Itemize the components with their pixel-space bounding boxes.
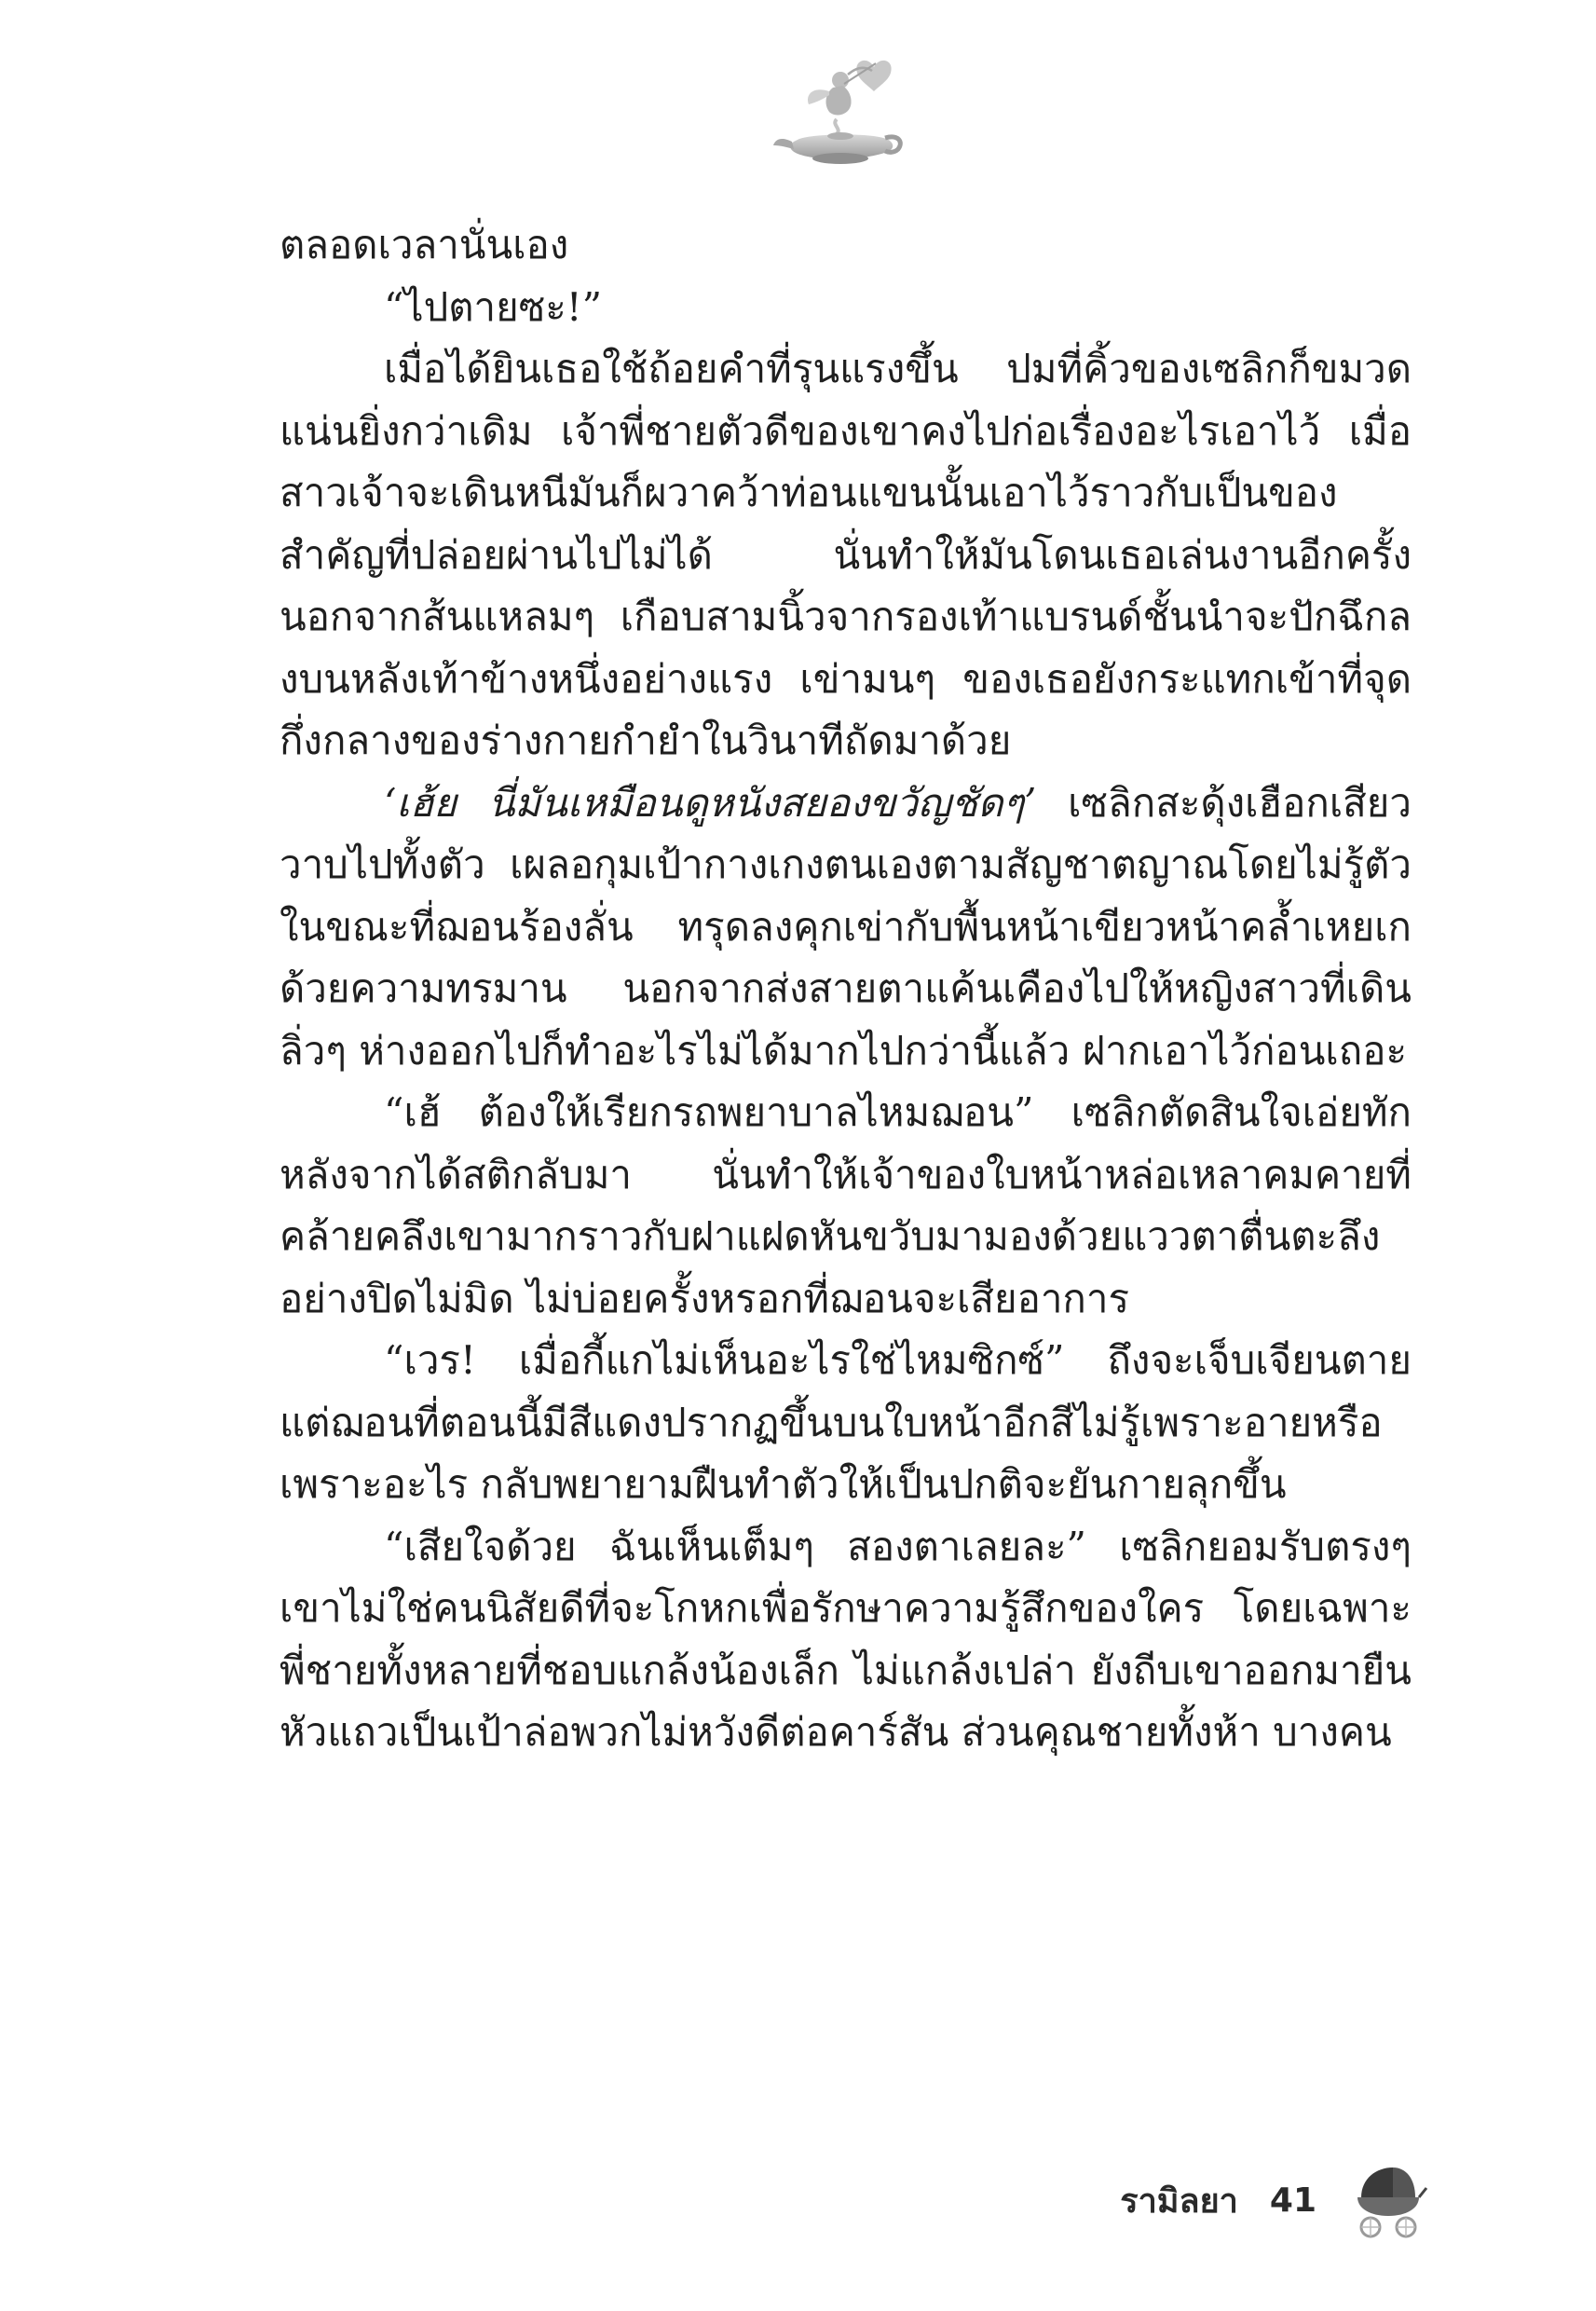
paragraph: “เวร! เมื่อกี้แกไม่เห็นอะไรใช่ไหมซิกซ์” ถึงจะเจ็บเจียนตาย แต่ฌอนที่ตอนนี้มีสีแดงปรากฏขึ้นบนใบหน้าอีกสีไม่รู้เพราะอายหรือเพราะอะไร กลับพยายามฝืนทำตัวให้เป็นปกติจะยันกายลุกขึ้น — [280, 1337, 1412, 1507]
paragraph: “ไปตายซะ!” — [384, 283, 603, 330]
page-number: 41 — [1269, 2181, 1316, 2220]
italic-thought: ‘เฮ้ย นี่มันเหมือนดูหนังสยองขวัญชัดๆ’ — [384, 779, 1037, 826]
paragraph: เมื่อได้ยินเธอใช้ถ้อยคำที่รุนแรงขึ้น ปมที่คิ้วของเซลิกก็ขมวดแน่นยิ่งกว่าเดิม เจ้าพี่ชายตัวดีของเขาคงไปก่อเรื่องอะไรเอาไว้ เมื่อสาวเจ้าจะเดินหนีมันก็ผวาคว้าท่อนแขนนั้นเอาไว้ราวกับเป็นของสำคัญที่ปล่อยผ่านไปไม่ได้ นั่นทำให้มันโดนเธอเล่นงานอีกครั้ง นอกจากส้นแหลมๆ เกือบสามนิ้วจากรองเท้าแบรนด์ชั้นนำจะปักฉึกลงบนหลังเท้าข้างหนึ่งอย่างแรง เข่ามนๆ ของเธอยังกระแทกเข้าที่จุดกึ่งกลางของร่างกายกำยำในวินาทีถัดมาด้วย — [280, 346, 1412, 763]
cupid-lamp-ornament-icon — [755, 48, 922, 170]
paragraph: “เสียใจด้วย ฉันเห็นเต็มๆ สองตาเลยละ” เซลิกยอมรับตรงๆ เขาไม่ใช่คนนิสัยดีที่จะโกหกเพื่อรักษาความรู้สึกของใคร โดยเฉพาะพี่ชายทั้งหลายที่ชอบแกล้งน้องเล็ก ไม่แกล้งเปล่า ยังถีบเขาออกมายืนหัวแถวเป็นเป้าล่อพวกไม่หวังดีต่อคาร์สัน ส่วนคุณชายทั้งห้า บางคน — [280, 1523, 1412, 1755]
author-name: รามิลยา — [1120, 2181, 1238, 2221]
body-text — [280, 214, 1412, 1764]
page-footer — [1120, 2160, 1428, 2240]
paragraph-rest: เซลิกสะดุ้งเฮือกเสียววาบไปทั้งตัว เผลอกุมเป้ากางเกงตนเองตามสัญชาตญาณโดยไม่รู้ตัว ในขณะที่ฌอนร้องลั่น ทรุดลงคุกเข่ากับพื้นหน้าเขียวหน้าคล้ำเหยเกด้วยความทรมาน นอกจากส่งสายตาแค้นเคืองไปให้หญิงสาวที่เดินลิ่วๆ ห่างออกไปก็ทำอะไรไม่ได้มากไปกว่านี้แล้ว ฝากเอาไว้ก่อนเถอะ — [280, 779, 1412, 1073]
paragraph: ตลอดเวลานั่นเอง — [280, 222, 569, 267]
baby-carriage-icon — [1348, 2160, 1428, 2240]
paragraph: “เฮ้ ต้องให้เรียกรถพยาบาลไหมฌอน” เซลิกตัดสินใจเอ่ยทักหลังจากได้สติกลับมา นั่นทำให้เจ้าของใบหน้าหล่อเหลาคมคายที่คล้ายคลึงเขามากราวกับฝาแฝดหันขวับมามองด้วยแววตาตื่นตะลึงอย่างปิดไม่มิด ไม่บ่อยครั้งหรอกที่ฌอนจะเสียอาการ — [280, 1089, 1412, 1321]
paragraph — [280, 773, 1412, 1083]
